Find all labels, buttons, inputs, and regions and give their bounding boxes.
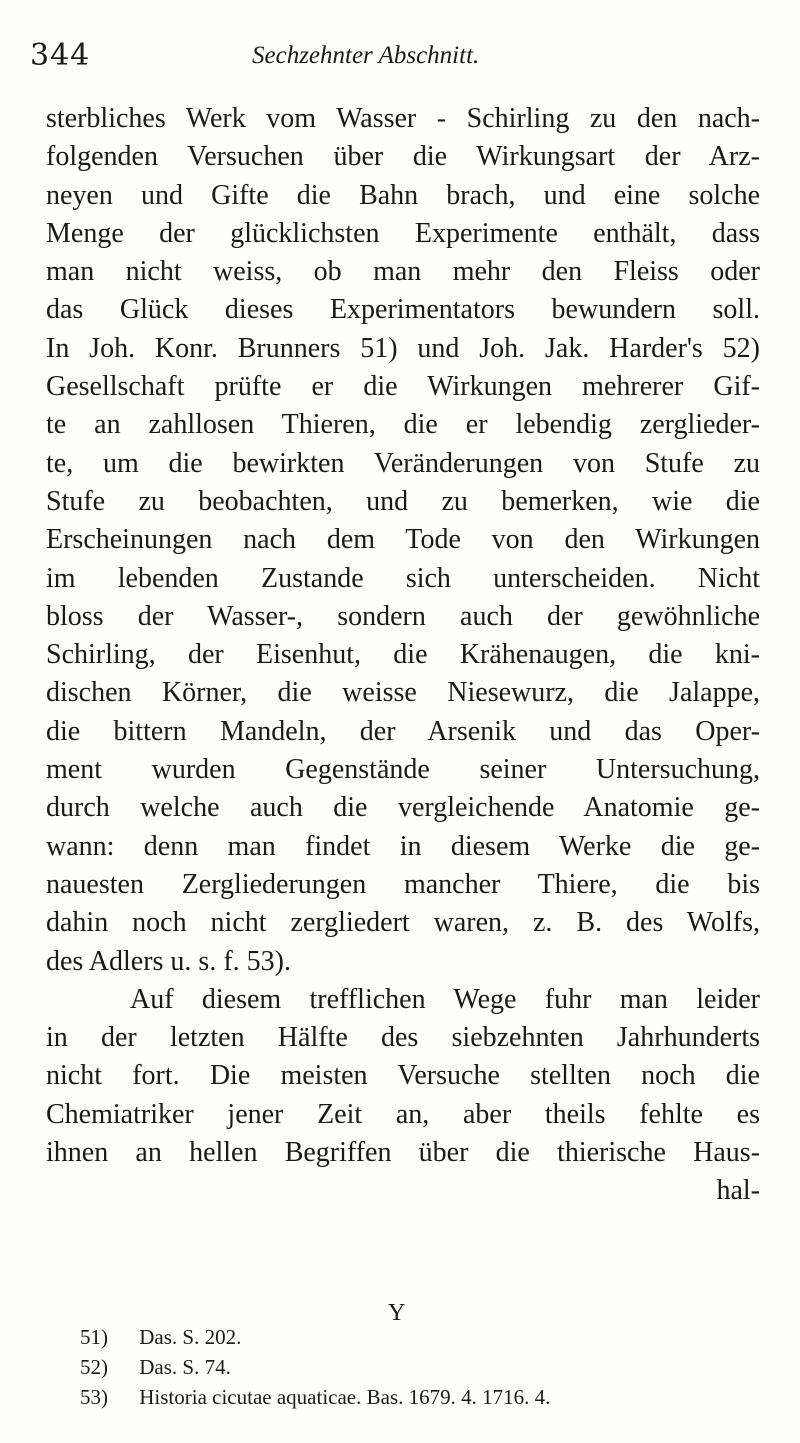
text-line: in der letzten Hälfte des siebzehnten Jahrhunderts: [46, 1022, 760, 1054]
footnote: [80, 1352, 760, 1382]
footnote-number: 52): [80, 1355, 108, 1379]
text-line: ihnen an hellen Begriffen über die thierische Haus-: [46, 1137, 760, 1169]
text-line: des Adlers u. s. f. 53).: [46, 945, 291, 977]
footnote-text: Das. S. 202.: [139, 1325, 242, 1349]
footnote-text: Das. S. 74.: [139, 1355, 231, 1379]
text-line: Menge der glücklichsten Experimente enthält, dass: [46, 217, 760, 249]
footnote: [80, 1382, 760, 1412]
text-line: durch welche auch die vergleichende Anatomie ge-: [46, 792, 760, 824]
body-text: [46, 100, 760, 1211]
catchword: hal-: [716, 1175, 760, 1207]
text-line: te, um die bewirkten Veränderungen von Stufe zu: [46, 447, 760, 479]
text-line: das Glück dieses Experimentators bewundern soll.: [46, 294, 760, 326]
text-line: ment wurden Gegenstände seiner Untersuchung,: [46, 754, 760, 786]
text-line: Schirling, der Eisenhut, die Krähenaugen, die kni-: [46, 639, 760, 671]
text-line: wann: denn man findet in diesem Werke die ge-: [46, 830, 760, 862]
text-line: nicht fort. Die meisten Versuche stellten noch die: [46, 1060, 760, 1092]
text-line: im lebenden Zustande sich unterscheiden. Nicht: [46, 562, 760, 594]
text-line: Gesellschaft prüfte er die Wirkungen mehrerer Gif-: [46, 371, 760, 403]
text-line: folgenden Versuchen über die Wirkungsart der Arz-: [46, 141, 760, 173]
text-line: Erscheinungen nach dem Tode von den Wirkungen: [46, 524, 760, 556]
text-line: dischen Körner, die weisse Niesewurz, die Jalappe,: [46, 677, 760, 709]
text-line: man nicht weiss, ob man mehr den Fleiss oder: [46, 256, 760, 288]
text-line: sterbliches Werk vom Wasser - Schirling zu den nach-: [46, 103, 760, 134]
footnote-text: Historia cicutae aquaticae. Bas. 1679. 4. 1716. 4.: [139, 1385, 551, 1409]
text-line: Chemiatriker jener Zeit an, aber theils fehlte es: [46, 1098, 760, 1130]
text-line: te an zahllosen Thieren, die er lebendig zerglieder-: [46, 409, 760, 441]
text-line: dahin noch nicht zergliedert waren, z. B. des Wolfs,: [46, 907, 760, 939]
text-line: nauesten Zergliederungen mancher Thiere, die bis: [46, 868, 760, 900]
text-line: Stufe zu beobachten, und zu bemerken, wie die: [46, 485, 760, 517]
footnote: [80, 1322, 760, 1352]
footnote-number: 51): [80, 1325, 108, 1349]
text-line: neyen und Gifte die Bahn brach, und eine solche: [46, 179, 760, 211]
running-title: Sechzehnter Abschnitt.: [252, 42, 480, 69]
paragraph-start-line: Auf diesem trefflichen Wege fuhr man leider: [130, 983, 760, 1015]
page-number: 344: [30, 38, 91, 73]
footnote-number: 53): [80, 1385, 108, 1409]
page-header: [30, 38, 750, 78]
text-line: die bittern Mandeln, der Arsenik und das Oper-: [46, 715, 760, 747]
text-line: In Joh. Konr. Brunners 51) und Joh. Jak. Harder's 52): [46, 332, 760, 364]
footnotes: [80, 1322, 760, 1412]
signature-mark: Y: [388, 1300, 406, 1326]
text-line: bloss der Wasser-, sondern auch der gewöhnliche: [46, 600, 760, 632]
